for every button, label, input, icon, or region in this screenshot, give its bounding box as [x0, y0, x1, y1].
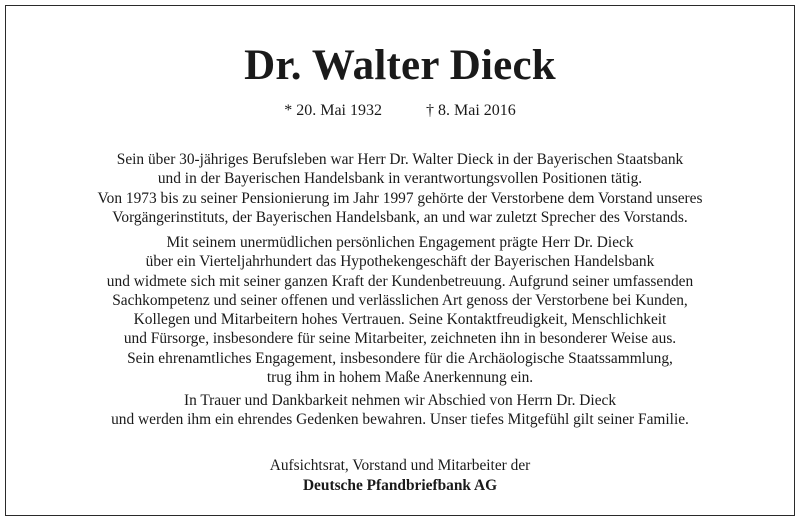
- company-name: Deutsche Pfandbriefbank AG: [302, 477, 498, 494]
- life-dates: [6, 103, 794, 119]
- text-line: und widmete sich mit seiner ganzen Kraft der Kundenbetreuung. Aufgrund seiner umfassenden: [106, 272, 694, 290]
- text-line: trug ihm in hohem Maße Anerkennung ein.: [266, 369, 534, 387]
- text-line: über ein Vierteljahrhundert das Hypothekengeschäft der Bayerischen Handelsbank: [145, 253, 655, 271]
- signoff: [6, 456, 794, 496]
- death-date: † 8. Mai 2016: [426, 102, 516, 119]
- text-line: Vorgängerinstituts, der Bayerischen Handelsbank, an und war zuletzt Sprecher des Vorstands.: [112, 208, 688, 226]
- obituary-notice: [5, 5, 795, 516]
- text-line: und in der Bayerischen Handelsbank in verantwortungsvollen Positionen tätig.: [157, 170, 643, 188]
- text-line: und werden ihm ein ehrendes Gedenken bewahren. Unser tiefes Mitgefühl gilt seiner Familie.: [111, 411, 689, 429]
- farewell-paragraph: [6, 391, 794, 430]
- text-line: Sein über 30-jähriges Berufsleben war Herr Dr. Walter Dieck in der Bayerischen Staatsbank: [116, 151, 684, 168]
- engagement-paragraph: [6, 233, 794, 387]
- text-line: und Fürsorge, insbesondere für seine Mitarbeiter, zeichneten ihn in besonderer Weise aus.: [123, 330, 677, 348]
- birth-date: * 20. Mai 1932: [284, 102, 382, 119]
- text-line: Kollegen und Mitarbeitern hohes Vertrauen. Seine Kontaktfreudigkeit, Menschlichkeit: [133, 311, 667, 329]
- text-line: Sachkompetenz und seiner offenen und verlässlichen Art genoss der Verstorbene bei Kunden,: [112, 291, 688, 309]
- text-line: Von 1973 bis zu seiner Pensionierung im Jahr 1997 gehörte der Verstorbene dem Vorstand unseres: [97, 189, 703, 207]
- career-paragraph: [6, 150, 794, 227]
- signoff-line: Aufsichtsrat, Vorstand und Mitarbeiter der: [269, 457, 531, 474]
- deceased-name: Dr. Walter Dieck: [244, 42, 556, 89]
- text-line: Sein ehrenamtliches Engagement, insbesondere für die Archäologische Staatssammlung,: [127, 349, 673, 367]
- text-line: Mit seinem unermüdlichen persönlichen Engagement prägte Herr Dr. Dieck: [166, 234, 634, 251]
- text-line: In Trauer und Dankbarkeit nehmen wir Abschied von Herrn Dr. Dieck: [183, 392, 617, 409]
